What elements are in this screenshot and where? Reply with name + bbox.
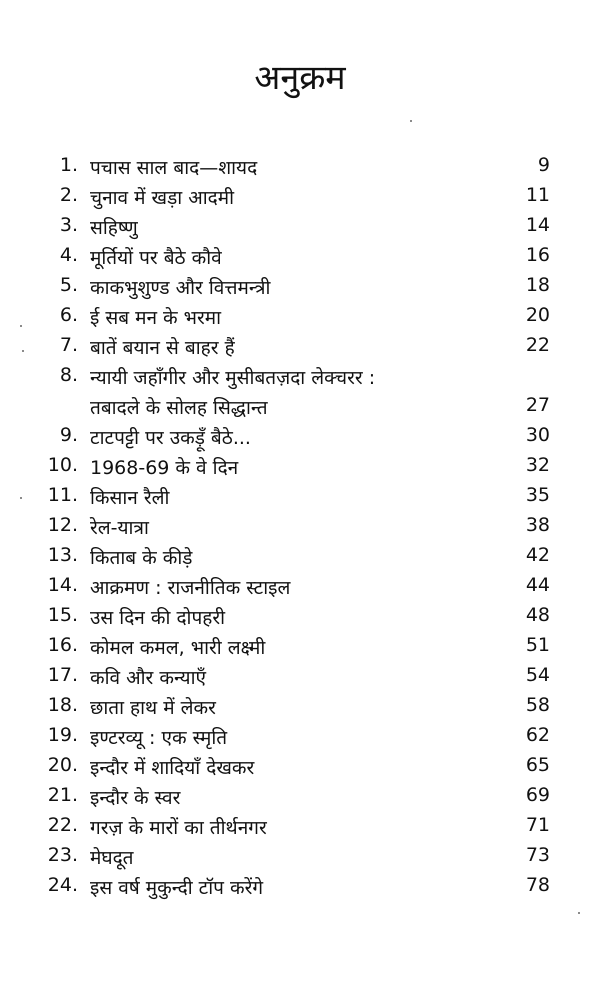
entry-page-number: 38	[525, 514, 550, 536]
entry-number: 17.	[47, 664, 78, 686]
entry-number: 10.	[47, 454, 78, 476]
entry-number: 8.	[59, 364, 78, 386]
entry-title: मूर्तियों पर बैठे कौवे	[90, 247, 222, 269]
entry-title: इन्दौर में शादियाँ देखकर	[90, 757, 255, 779]
entry-title: सहिष्णु	[90, 217, 138, 239]
entry-page-number: 51	[525, 634, 550, 656]
scan-speck	[578, 912, 580, 914]
entry-title: चुनाव में खड़ा आदमी	[90, 187, 234, 209]
entry-title: रेल-यात्रा	[90, 517, 149, 539]
entry-title: कवि और कन्याएँ	[90, 667, 207, 689]
entry-page-number: 44	[525, 574, 550, 596]
entry-number: 2.	[59, 184, 78, 206]
entry-page-number: 16	[525, 244, 550, 266]
entry-page-number: 30	[525, 424, 550, 446]
entry-number: 3.	[59, 214, 78, 236]
entry-number: 6.	[59, 304, 78, 326]
entry-page-number: 48	[525, 604, 550, 626]
entry-number: 12.	[47, 514, 78, 536]
entry-number: 15.	[47, 604, 78, 626]
entry-title: छाता हाथ में लेकर	[90, 697, 216, 719]
entry-title: मेघदूत	[90, 847, 134, 869]
entry-page-number: 62	[525, 724, 550, 746]
entry-page-number: 78	[525, 874, 550, 896]
entry-page-number: 58	[525, 694, 550, 716]
entry-title-continued: तबादले के सोलह सिद्धान्त	[90, 397, 268, 419]
entry-page-number: 9	[537, 154, 550, 176]
entry-number: 13.	[47, 544, 78, 566]
entry-number: 22.	[47, 814, 78, 836]
entry-page-number: 11	[525, 184, 550, 206]
entry-number: 7.	[59, 334, 78, 356]
entry-page-number: 65	[525, 754, 550, 776]
entry-title: पचास साल बाद—शायद	[90, 157, 258, 179]
entry-number: 18.	[47, 694, 78, 716]
entry-number: 5.	[59, 274, 78, 296]
entry-title: कोमल कमल, भारी लक्ष्मी	[90, 637, 266, 659]
entry-page-number: 69	[525, 784, 550, 806]
entry-page-number: 27	[525, 394, 550, 416]
entry-number: 16.	[47, 634, 78, 656]
entry-number: 1.	[59, 154, 78, 176]
entry-page-number: 18	[525, 274, 550, 296]
entry-page-number: 14	[525, 214, 550, 236]
entry-title: ई सब मन के भरमा	[90, 307, 222, 329]
entry-number: 9.	[59, 424, 78, 446]
entry-title: उस दिन की दोपहरी	[90, 607, 226, 629]
entry-title: न्यायी जहाँगीर और मुसीबतज़दा लेक्चरर :	[90, 367, 376, 389]
entry-number: 20.	[47, 754, 78, 776]
entry-number: 14.	[47, 574, 78, 596]
entry-page-number: 22	[525, 334, 550, 356]
entry-number: 24.	[47, 874, 78, 896]
table-of-contents	[0, 154, 600, 914]
entry-page-number: 32	[525, 454, 550, 476]
scan-speck	[410, 120, 412, 122]
entry-number: 21.	[47, 784, 78, 806]
scan-speck	[22, 350, 24, 352]
entry-title: टाटपट्टी पर उकड़ूँ बैठे...	[90, 427, 251, 449]
scan-speck	[20, 325, 22, 327]
entry-title: आक्रमण : राजनीतिक स्टाइल	[90, 577, 291, 599]
entry-page-number: 71	[525, 814, 550, 836]
entry-page-number: 42	[525, 544, 550, 566]
entry-page-number: 20	[525, 304, 550, 326]
entry-title: किताब के कीड़े	[90, 547, 193, 569]
entry-page-number: 73	[525, 844, 550, 866]
scan-speck	[20, 497, 22, 499]
entry-page-number: 54	[525, 664, 550, 686]
entry-title: इण्टरव्यू : एक स्मृति	[90, 727, 228, 749]
entry-number: 11.	[47, 484, 78, 506]
entry-number: 19.	[47, 724, 78, 746]
entry-title: काकभुशुण्ड और वित्तमन्त्री	[90, 277, 271, 299]
entry-number: 4.	[59, 244, 78, 266]
entry-title: बातें बयान से बाहर हैं	[90, 337, 235, 359]
entry-page-number: 35	[525, 484, 550, 506]
entry-title: इस वर्ष मुकुन्दी टॉप करेंगे	[90, 877, 264, 899]
entry-title: इन्दौर के स्वर	[90, 787, 181, 809]
entry-title: गरज़ के मारों का तीर्थनगर	[90, 817, 267, 839]
entry-title: किसान रैली	[90, 487, 170, 509]
page-title: अनुक्रम	[254, 58, 346, 98]
entry-number: 23.	[47, 844, 78, 866]
entry-title: 1968-69 के वे दिन	[90, 457, 239, 479]
